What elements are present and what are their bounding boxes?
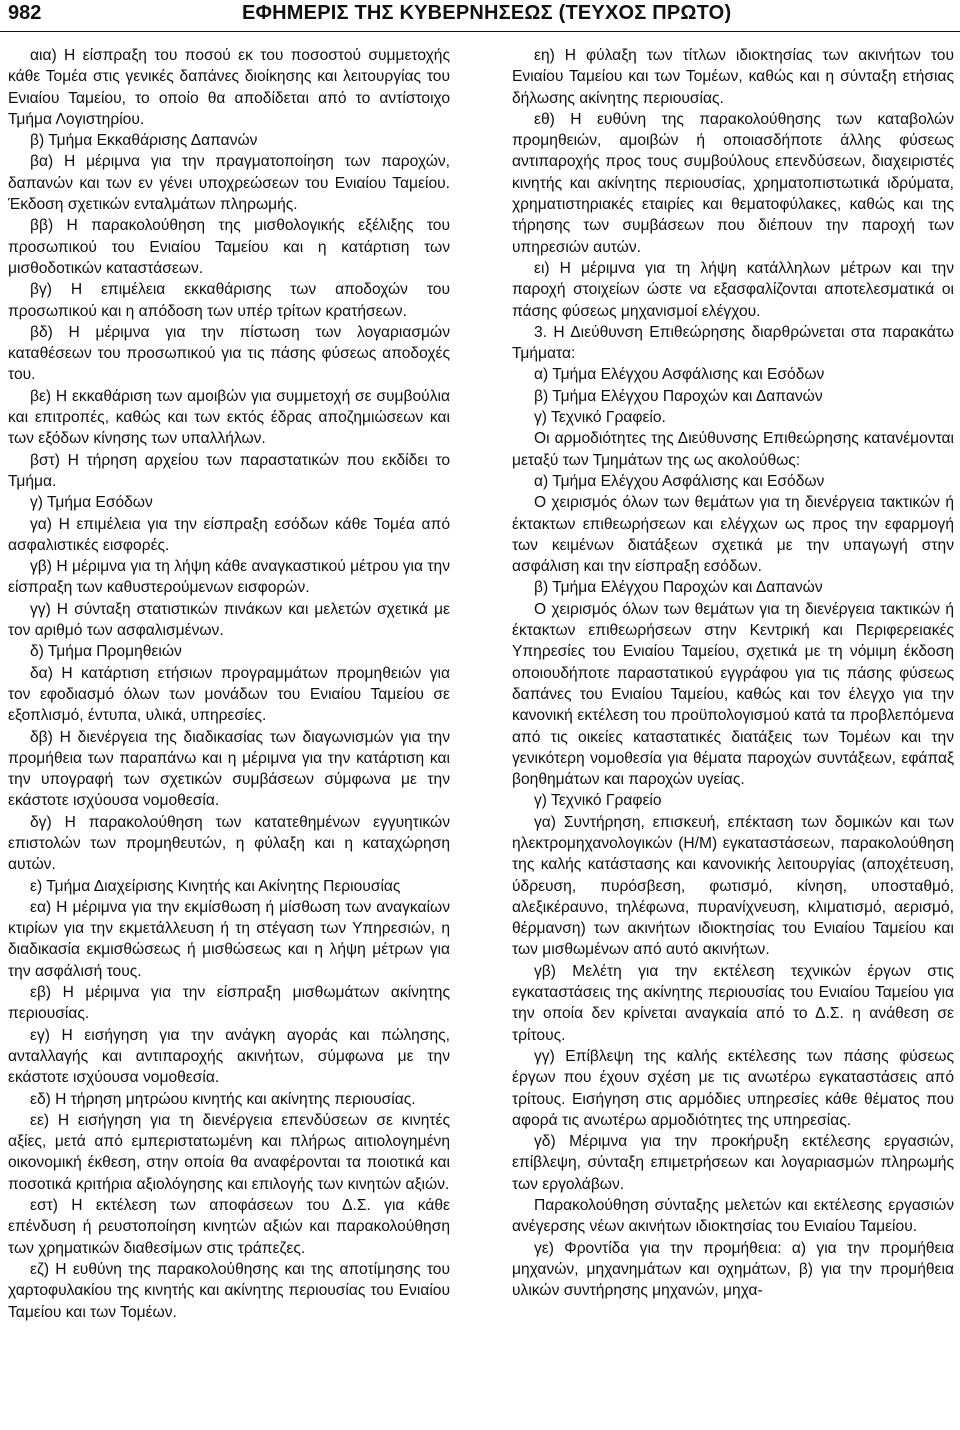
paragraph: εδ) Η τήρηση μητρώου κινητής και ακίνητης περιουσίας. bbox=[30, 1090, 416, 1108]
page-header bbox=[0, 0, 960, 34]
paragraph: γα) Η επιμέλεια για την είσπραξη εσόδων κάθε Τομέα από ασφαλιστικές εισφορές. bbox=[8, 515, 450, 554]
paragraph: 3. Η Διεύθυνση Επιθεώρησης διαρθρώνεται στα παρακάτω Τμήματα: bbox=[512, 323, 954, 363]
paragraph: γγ) Η σύνταξη στατιστικών πινάκων και μελετών σχετικά με τον αριθμό των ασφαλισμένων. bbox=[8, 600, 450, 640]
paragraph: βγ) Η επιμέλεια εκκαθάρισης των αποδοχών του προσωπικού και η απόδοση των υπέρ τρίτων κρατήσεων. bbox=[8, 281, 450, 320]
paragraph: Παρακολούθηση σύνταξης μελετών και εκτέλεσης εργασιών ανέγερσης νέων ακινήτων ιδιοκτησίας του Ενιαίου Ταμείου. bbox=[512, 1197, 954, 1236]
paragraph: δα) Η κατάρτιση ετήσιων προγραμμάτων προμηθειών για τον εφοδιασμό όλων των μονάδων του Ενιαίου Ταμείου σε εξοπλισμό, έντυπα, υλικά, υπηρεσίες. bbox=[8, 664, 450, 725]
paragraph: β) Τμήμα Ελέγχου Παροχών και Δαπανών bbox=[534, 579, 823, 597]
right-column bbox=[512, 45, 954, 1302]
paragraph: εη) Η φύλαξη των τίτλων ιδιοκτησίας των ακινήτων του Ενιαίου Ταμείου και των Τομέων, καθώς και η σύνταξη ετήσιας δήλωσης ακίνητης περιουσίας. bbox=[512, 47, 954, 107]
paragraph: εστ) Η εκτέλεση των αποφάσεων του Δ.Σ. για κάθε επένδυση ή ρευστοποίηση κινητών αξιών και παρακολούθηση των χρηματικών διαθεσίμων στις τράπεζες. bbox=[8, 1197, 450, 1257]
paragraph: αια) Η είσπραξη του ποσού εκ του ποσοστού συμμετοχής κάθε Τομέα στις γενικές δαπάνες διοίκησης και λειτουργίας του Ενιαίου Ταμείου, το οποίο θα αποδίδεται από το αντίστοιχο Τμήμα Λογιστηρίου. bbox=[8, 47, 450, 128]
paragraph: εγ) Η εισήγηση για την ανάγκη αγοράς και πώλησης, ανταλλαγής και αντιπαροχής ακινήτων, σύμφωνα με την εκάστοτε ισχύουσα νομοθεσία. bbox=[8, 1026, 450, 1087]
paragraph: δ) Τμήμα Προμηθειών bbox=[30, 643, 182, 661]
paragraph: γβ) Μελέτη για την εκτέλεση τεχνικών έργων στις εγκαταστάσεις της ακίνητης περιουσίας του Ενιαίου Ταμείου για την οποία δεν κρίνεται αναγκαία από το Δ.Σ. η ανάθεση σε τρίτους. bbox=[512, 962, 954, 1044]
paragraph: γδ) Μέριμνα για την προκήρυξη εκτέλεσης εργασιών, επίβλεψη, σύνταξη επιμετρήσεων και λογαριασμών πληρωμής των εργολάβων. bbox=[512, 1133, 954, 1193]
paragraph: γ) Τεχνικό Γραφείο bbox=[534, 792, 662, 810]
paragraph: γγ) Επίβλεψη της καλής εκτέλεσης των πάσης φύσεως έργων που έχουν σχέση με τις ανωτέρω εγκαταστάσεις από τρίτους. Εισήγηση στις αρμόδιες υπηρεσίες κάθε θέματος που αφορά τις ανωτέρω αρμοδιότητες της υπηρεσίας. bbox=[512, 1047, 954, 1129]
paragraph: εα) Η μέριμνα για την εκμίσθωση ή μίσθωση των αναγκαίων κτιρίων για την εκμετάλλευση ή τη στέγαση των Υπηρεσιών, η διαδικασία εκμισθώσεως ή μισθώσεως και η λήψη μέτρων για την ασφάλισή τους. bbox=[8, 898, 450, 980]
page-number: 982 bbox=[8, 2, 42, 24]
paragraph: ει) Η μέριμνα για τη λήψη κατάλληλων μέτρων και την παροχή στοιχείων ώστε να εξασφαλίζονται αποτελεσματικά οι πάσης φύσεως μηχανισμοί ελέγχου. bbox=[512, 259, 954, 320]
paragraph: ββ) Η παρακολούθηση της μισθολογικής εξέλιξης του προσωπικού του Ενιαίου Ταμείου και η κατάρτιση των μισθοδοτικών καταστάσεων. bbox=[8, 217, 450, 277]
paragraph: εε) Η εισήγηση για τη διενέργεια επενδύσεων σε κινητές αξίες, μετά από εμπεριστατωμένη και πλήρως αιτιολογημένη οικονομική έκθεση, στην οποία θα αναφέρονται τα ποιοτικά και ποσοτικά κριτήρια αξιολόγησης και επιλογής των κινητών αξιών. bbox=[8, 1111, 450, 1193]
paragraph: γε) Φροντίδα για την προμήθεια: α) για την προμήθεια μηχανών, μηχανημάτων και οχημάτων, β) για την προμήθεια υλικών συντήρησης μηχανών, μηχα- bbox=[512, 1239, 954, 1300]
paragraph: Ο χειρισμός όλων των θεμάτων για τη διενέργεια τακτικών ή έκτακτων επιθεωρήσεων και ελέγχων ως προς την εφαρμογή των κειμένων διατάξεων σχετικά με την υπαγωγή στην ασφάλιση και την είσπραξη εσόδων. bbox=[512, 494, 954, 576]
paragraph: βστ) Η τήρηση αρχείου των παραστατικών που εκδίδει το Τμήμα. bbox=[8, 451, 450, 490]
paragraph: β) Τμήμα Ελέγχου Παροχών και Δαπανών bbox=[534, 387, 823, 405]
paragraph: α) Τμήμα Ελέγχου Ασφάλισης και Εσόδων bbox=[534, 472, 825, 490]
paragraph: εβ) Η μέριμνα για την είσπραξη μισθωμάτων ακίνητης περιουσίας. bbox=[8, 984, 450, 1023]
header-rule bbox=[0, 31, 960, 32]
paragraph: γ) Τμήμα Εσόδων bbox=[30, 494, 153, 512]
paragraph: Οι αρμοδιότητες της Διεύθυνσης Επιθεώρησης κατανέμονται μεταξύ των Τμημάτων της ως ακολούθως: bbox=[512, 430, 954, 469]
paragraph: βα) Η μέριμνα για την πραγματοποίηση των παροχών, δαπανών και των εν γένει υποχρεώσεων του Ενιαίου Ταμείου. Έκδοση σχετικών ενταλμάτων πληρωμής. bbox=[8, 153, 450, 214]
left-column bbox=[8, 45, 450, 1323]
paragraph: δγ) Η παρακολούθηση των κατατεθημένων εγγυητικών επιστολών των προμηθευτών, η φύλαξη και η καταχώρηση αυτών. bbox=[8, 813, 450, 874]
paragraph: εζ) Η ευθύνη της παρακολούθησης και της αποτίμησης του χαρτοφυλακίου της κινητής και ακίνητης περιουσίας του Ενιαίου Ταμείου και των Τομέων. bbox=[8, 1260, 450, 1321]
running-title: ΕΦΗΜΕΡΙΣ ΤΗΣ ΚΥΒΕΡΝΗΣΕΩΣ (ΤΕΥΧΟΣ ΠΡΩΤΟ) bbox=[242, 2, 732, 24]
paragraph: βδ) Η μέριμνα για την πίστωση των λογαριασμών καταθέσεων του προσωπικού για τις πάσης φύσεως αποδοχές του. bbox=[8, 323, 450, 384]
paragraph: γβ) Η μέριμνα για τη λήψη κάθε αναγκαστικού μέτρου για την είσπραξη των καθυστερούμενων εισφορών. bbox=[8, 558, 450, 597]
paragraph: Ο χειρισμός όλων των θεμάτων για τη διενέργεια τακτικών ή έκτακτων επιθεωρήσεων στην Κεντρική και Περιφερειακές Υπηρεσίες του Ενιαίου Ταμείου, σχετικά με τη νόμιμη έκδοση οποιουδήποτε παραστατικού εγγράφου για τις πάσης φύσεως δαπάνες του Ενιαίου Ταμείου, καθώς και τον έλεγχο για την κανονική εκτέλεση του προϋπολογισμού κατά τα προβλεπόμενα από τις οικείες καταστατικές διατάξεις των Τομέων και την γενικότερη νομοθεσία για θέματα παροχών συντάξεων, εφάπαξ βοηθημάτων και παροχών υγείας. bbox=[512, 600, 954, 789]
paragraph: γ) Τεχνικό Γραφείο. bbox=[534, 409, 666, 427]
paragraph: α) Τμήμα Ελέγχου Ασφάλισης και Εσόδων bbox=[534, 366, 825, 384]
paragraph: β) Τμήμα Εκκαθάρισης Δαπανών bbox=[30, 132, 258, 150]
paragraph: εθ) Η ευθύνη της παρακολούθησης των καταβολών προμηθειών, αμοιβών ή οποιασδήποτε άλλης φύσεως αντιπαροχής προς τους συμβούλους επενδύσεων, διαχειριστές κινητής και ακίνητης περιουσίας, χρηματοπιστωτικά ιδρύματα, χρηματιστηριακές εταιρίες και θεματοφύλακες, καθώς και της τήρησης των συμβάσεων που διέπουν την παροχή των υπηρεσιών αυτών. bbox=[512, 110, 954, 256]
paragraph: γα) Συντήρηση, επισκευή, επέκταση των δομικών και των ηλεκτρομηχανολογικών (Η/Μ) εγκαταστάσεων, παρακολούθηση της καλής κατάστασης και κανονικής λειτουργίας (αποχέτευση, ύδρευση, πυρόσβεση, φωτισμό, κίνηση, υποσταθμό, αλεξικέραυνο, τηλέφωνα, πυρανίχνευση, κλιματισμό, αερισμό, θέρμανση) των ακινήτων ιδιοκτησίας του Ενιαίου Ταμείου και των μισθωμένων από αυτό ακινήτων. bbox=[512, 813, 954, 959]
paragraph: βε) Η εκκαθάριση των αμοιβών για συμμετοχή σε συμβούλια και επιτροπές, καθώς και των εκτός έδρας αποζημιώσεων και των εξόδων κίνησης των υπαλλήλων. bbox=[8, 387, 450, 448]
paragraph: ε) Τμήμα Διαχείρισης Κινητής και Ακίνητης Περιουσίας bbox=[30, 877, 401, 895]
paragraph: δβ) Η διενέργεια της διαδικασίας των διαγωνισμών για την προμήθεια των παραπάνω και η μέριμνα για την κατάρτιση και την υπογραφή των σχετικών συμβάσεων σύμφωνα με την εκάστοτε ισχύουσα νομοθεσία. bbox=[8, 728, 450, 810]
